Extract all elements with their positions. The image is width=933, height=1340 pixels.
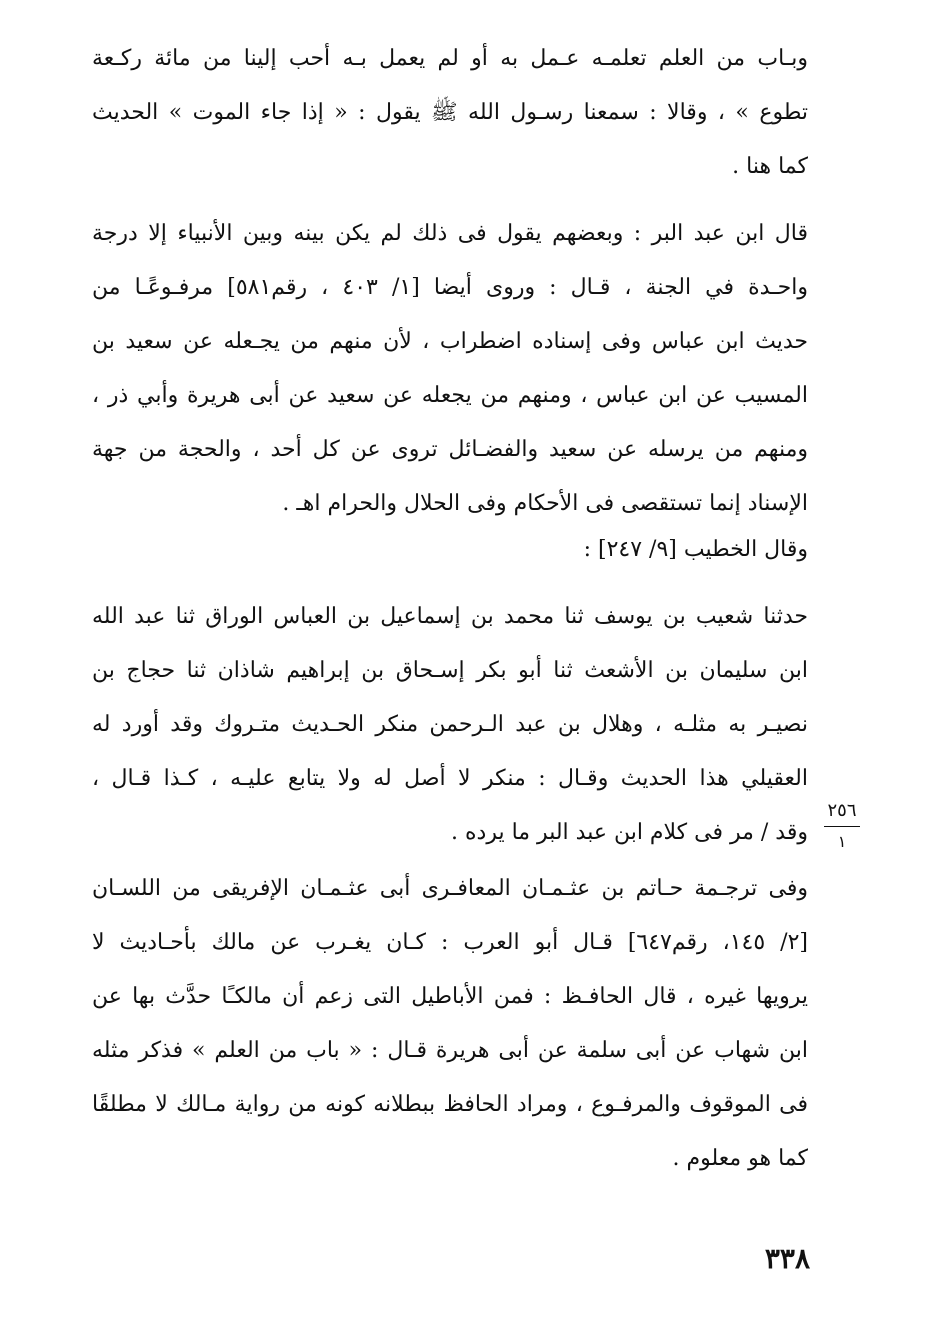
text-line: وبـاب من العلم تعلمـه عـمل به أو لم يعمل بـه أحب إلينا من مائة ركـعة	[92, 46, 808, 71]
margin-page-reference	[822, 800, 862, 853]
text-line: [٢/ ١٤٥، رقم٦٤٧] قـال أبو العرب : كـان يغـرب عن مالك بأحـاديث لا	[92, 930, 808, 955]
text-line: المسيب عن ابن عباس ، ومنهم من يجعله عن سعيد عن أبى هريرة وأبي ذر ،	[92, 383, 808, 408]
margin-reference-divider	[824, 826, 860, 827]
margin-reference-volume: ١	[837, 832, 847, 851]
text-line: ابن شهاب عن أبى سلمة عن أبى هريرة قـال : « باب من العلم » فذكر مثله	[92, 1038, 808, 1063]
text-line: واحـدة في الجنة ، قـال : وروى أيضا [١/ ٤٠٣ ، رقم٥٨١] مرفـوعًـا من	[92, 275, 808, 300]
text-line: العقيلي هذا الحديث وقـال : منكر لا أصل له ولا يتابع عليـه ، كـذا قـال ،	[92, 766, 808, 791]
text-line: يرويها غيره ، قال الحافـظ : فمن الأباطيل التى زعم أن مالكـًا حدَّث بها عن	[92, 984, 808, 1009]
text-line: الإسناد إنما تستقصى فى الأحكام وفى الحلال والحرام اهـ .	[282, 491, 808, 516]
text-line: وفى ترجـمة حـاتم بن عثـمـان المعافـرى أبى عثـمـان الإفريقى من اللسـان	[92, 876, 808, 901]
text-line: حديث ابن عباس وفى إسناده اضطراب ، لأن منهم من يجـعله عن سعيد بن	[92, 329, 808, 354]
text-line: حدثنا شعيب بن يوسف ثنا محمد بن إسماعيل بن العباس الوراق ثنا عبد الله	[92, 604, 808, 629]
text-line: ابن سليمان بن الأشعث ثنا أبو بكر إسـحاق بن إبراهيم شاذان ثنا حجاج بن	[92, 658, 808, 683]
text-line: كما هنا .	[732, 154, 808, 179]
paragraph-1	[92, 32, 808, 194]
text-line: نصيـر به مثلـه ، وهلال بن عبد الـرحمن منكر الحـديث متـروك وقد أورد له	[92, 712, 808, 737]
paragraph-5	[92, 862, 808, 1186]
text-line: كما هو معلوم .	[672, 1146, 808, 1171]
paragraph-3	[92, 523, 808, 577]
paragraph-2	[92, 207, 808, 531]
text-line: وقال الخطيب [٩/ ٢٤٧] :	[583, 537, 808, 562]
page-number: ٣٣٨	[764, 1242, 810, 1275]
text-line: قال ابن عبد البر : وبعضهم يقول فى ذلك لم يكن بينه وبين الأنبياء إلا درجة	[92, 221, 808, 246]
text-line: ومنهم من يرسله عن سعيد والفضـائل تروى عن كل أحد ، والحجة من جهة	[92, 437, 808, 462]
paragraph-4	[92, 590, 808, 860]
text-line: فى الموقوف والمرفـوع ، ومراد الحافظ ببطلانه كونه من رواية مـالك لا مطلقًا	[92, 1092, 808, 1117]
margin-reference-page: ٢٥٦	[827, 800, 857, 821]
text-line: تطوع » ، وقالا : سمعنا رسـول الله ﷺ يقول : « إذا جاء الموت » الحديث	[92, 100, 808, 125]
text-line: وقد / مر فى كلام ابن عبد البر ما يرده .	[451, 820, 808, 845]
